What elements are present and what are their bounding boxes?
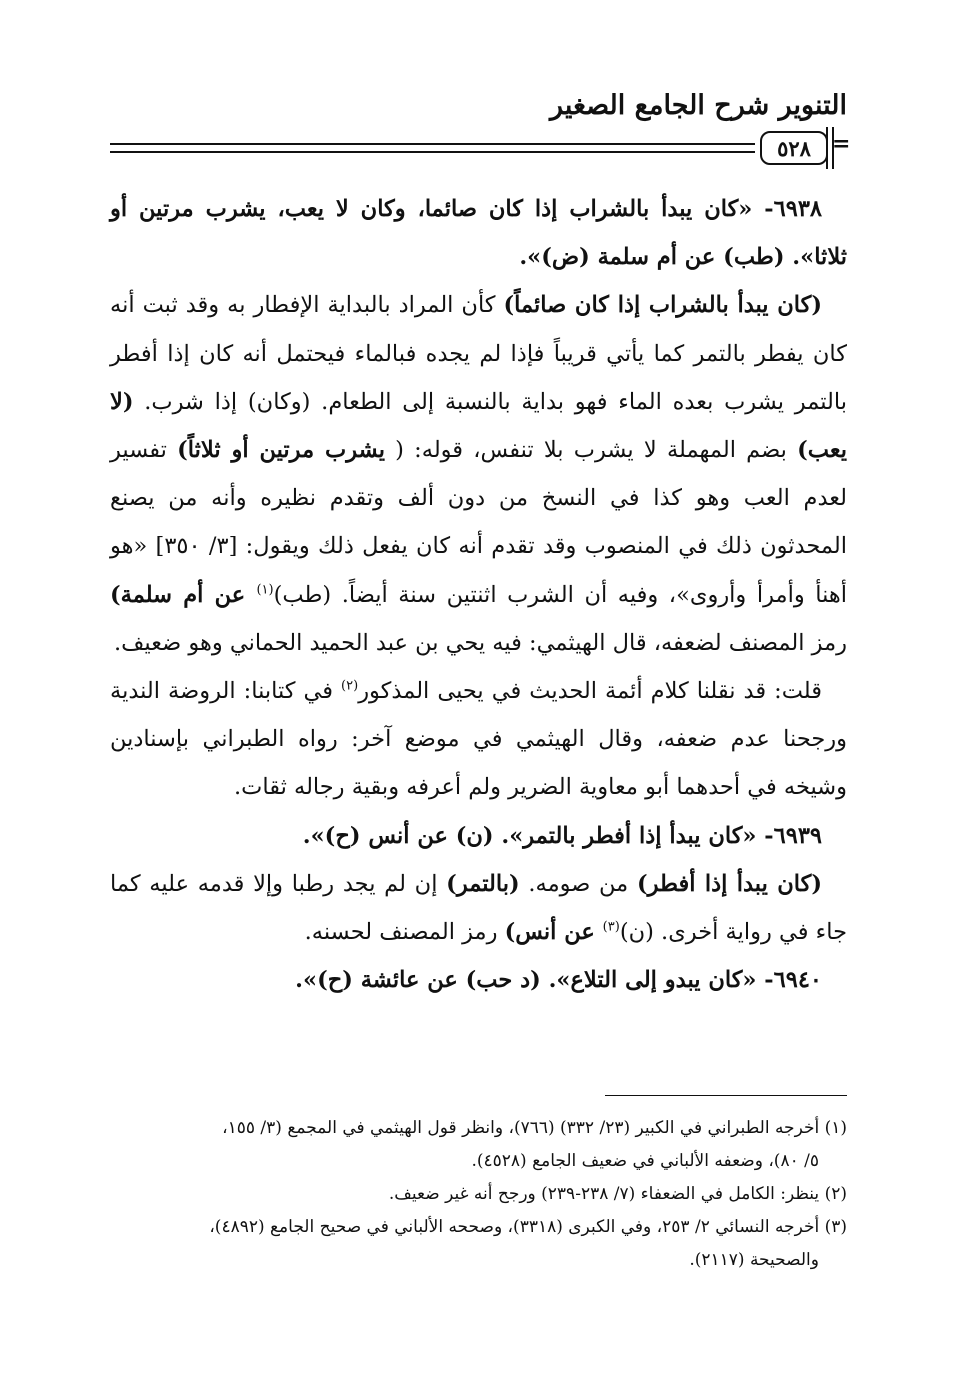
running-title: التنوير شرح الجامع الصغير xyxy=(550,90,847,121)
main-text xyxy=(110,185,847,1004)
commentary-text: في كتابنا: الروضة الندية ورجحنا عدم ضعفه، وقال الهيثمي في موضع آخر: رواه الطبراني بإسنادين وشيخه في أحدهما أبو معاوية الضرير ولم أعرفه وبقية رجاله ثقات. xyxy=(110,678,847,801)
quoted-phrase: (كان يبدأ إذا أفطر) xyxy=(636,870,822,897)
quoted-phrase: عن أنس) xyxy=(504,919,603,946)
quoted-phrase: يشرب مرتين أو ثلاثاً) xyxy=(177,437,385,464)
footnote-ref-3[interactable]: (٣) xyxy=(602,919,620,935)
commentary-text: رمز المصنف لحسنه. xyxy=(304,919,505,946)
quoted-phrase: (بالتمر) xyxy=(446,870,520,897)
commentary-text: كأن المراد بالبداية الإفطار به وقد ثبت أنه كان يفطر بالتمر كما يأتي قريباً فإذا لم يجده فبالماء فيحتمل أنه كان إذا أفطر بالتمر يشرب بعده الماء فهو بداية بالنسبة إلى الطعام. (وكان) إذا شرب. xyxy=(110,292,847,415)
quoted-phrase: (لا يعب) xyxy=(110,388,847,464)
footnote-ref-2[interactable]: (٢) xyxy=(341,678,359,694)
footnote-3-continued: والصحيحة (٢١١٧). xyxy=(689,1250,819,1270)
commentary-text: رمز المصنف لضعفه، قال الهيثمي: فيه يحي بن عبد الحميد الحماني وهو ضعيف. xyxy=(113,629,847,656)
hadith-6938-heading: ٦٩٣٨- «كان يبدأ بالشراب إذا كان صائما، وكان لا يعب، يشرب مرتين أو ثلاثا». (طب) عن أم سلمة (ض)». xyxy=(110,196,847,271)
commentary-text: من صومه. xyxy=(519,870,637,897)
hadith-6940-heading: ٦٩٤٠- «كان يبدو إلى التلاع». (د حب) عن عائشة (ح)». xyxy=(295,967,822,994)
header-double-rule xyxy=(110,143,755,153)
footnote-1-continued: ٥/ ٨٠)، وضعفه الألباني في ضعيف الجامع (٤٥٢٨). xyxy=(471,1151,819,1171)
footnotes xyxy=(110,1112,847,1277)
quoted-phrase: عن أم سلمة) xyxy=(110,581,257,608)
page-number: ٥٢٨ xyxy=(760,131,828,165)
hadith-6939-heading: ٦٩٣٩- «كان يبدأ إذا أفطر بالتمر». (ن) عن أنس (ح)». xyxy=(302,822,822,849)
quoted-phrase: (كان يبدأ بالشراب إذا كان صائماً) xyxy=(503,292,822,319)
commentary-6939 xyxy=(110,860,847,956)
footnote-3: (٣) أخرجه النسائي ٢/ ٢٥٣، وفي الكبرى (٣٣١٨)، وصححه الألباني في صحيح الجامع (٤٨٩٢)، xyxy=(209,1217,847,1237)
footnote-2: (٢) ينظر: الكامل في الضعفاء (٧/ ٢٣٨-٢٣٩) ورجح أنه غير ضعيف. xyxy=(388,1184,847,1204)
footnote-ref-1[interactable]: (١) xyxy=(256,582,274,598)
footnote-1: (١) أخرجه الطبراني في الكبير (٢٣/ ٣٣٢) (٧٦٦)، وانظر قول الهيثمي في المجمع (٣/ ١٥٥، xyxy=(222,1118,847,1138)
commentary-text: إن لم يجد رطبا وإلا قدمه عليه كما جاء في رواية أخرى. (ن) xyxy=(110,870,847,946)
commentary-text: قلت: قد نقلنا كلام أئمة الحديث في يحيى المذكور xyxy=(358,678,822,705)
commentary-text: تفسير لعدم العب وهو كذا في النسخ من دون ألف وتقدم نظيره وأنه من يصنع المحدثون ذلك في المنصوب وقد تقدم أنه كان يفعل ذلك ويقول: [٣/ ٣٥٠] «هو أهنأ وأمرأ وأروى»، وفيه أن الشرب اثنتين سنة أيضاً. (طب) xyxy=(110,437,848,608)
continuation-mark: = xyxy=(832,131,851,157)
commentary-text: بضم المهملة لا يشرب بلا تنفس، قوله: ( xyxy=(384,437,798,464)
commentary-note xyxy=(110,667,847,812)
commentary-6938 xyxy=(110,281,847,667)
footnote-separator xyxy=(605,1095,847,1096)
